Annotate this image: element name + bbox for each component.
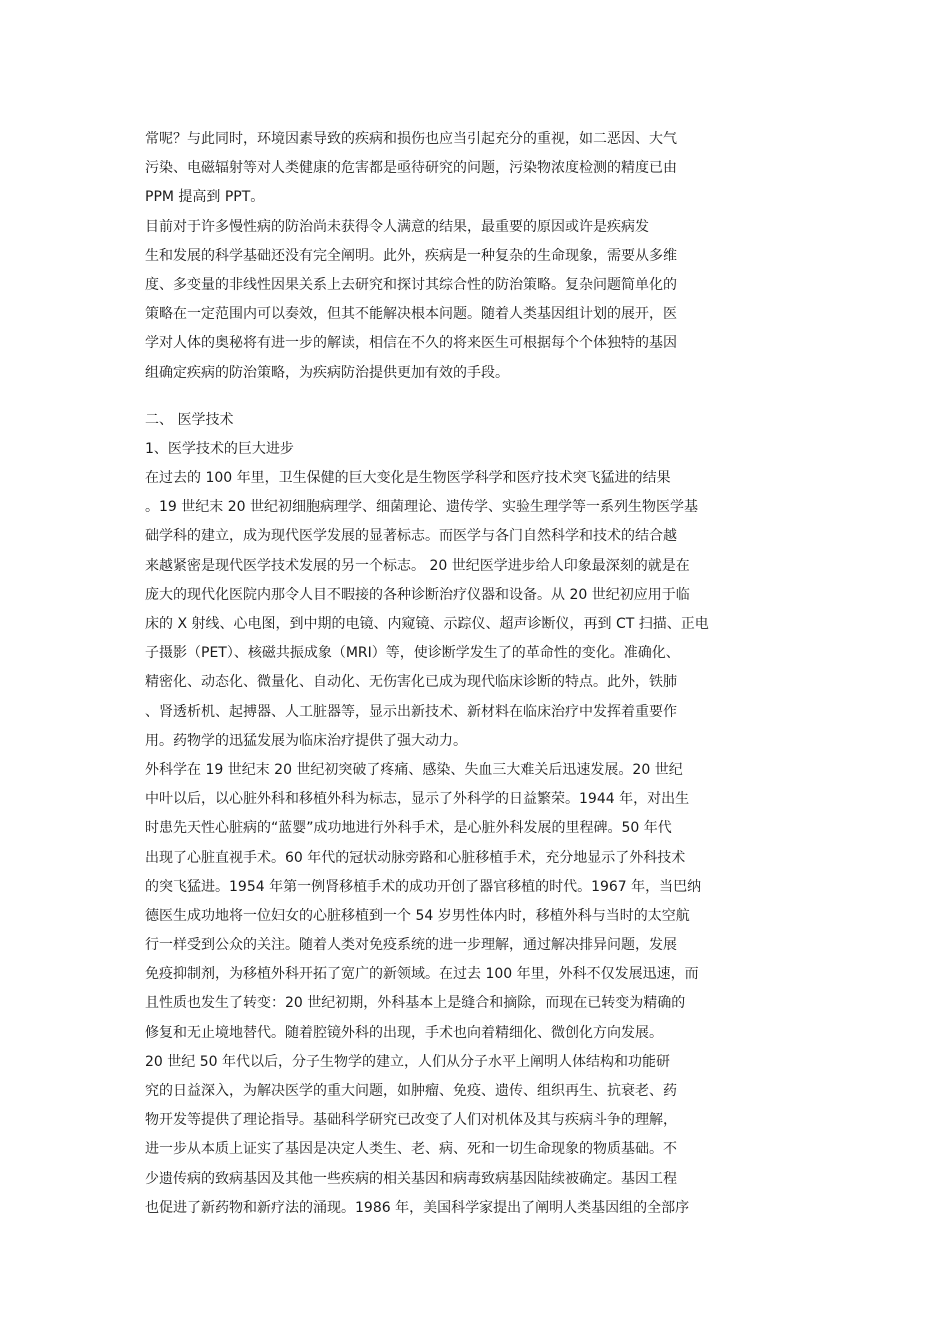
paragraph: [145, 213, 745, 388]
text-line: 德医生成功地将一位妇女的心脏移植到一个 54 岁男性体内时，移植外科与当时的太空航: [145, 907, 690, 924]
text-line: 精密化、动态化、微量化、自动化、无伤害化已成为现代临床诊断的特点。此外，铁肺: [145, 674, 677, 691]
text-line: 免疫抑制剂，为移植外科开拓了宽广的新领域。在过去 100 年里，外科不仅发展迅速，而: [145, 966, 699, 983]
paragraph: [145, 125, 745, 213]
paragraph: [145, 1048, 745, 1223]
text-line: 组确定疾病的防治策略，为疾病防治提供更加有效的手段。: [145, 364, 509, 381]
paragraph: [145, 756, 745, 1048]
text-line: 少遗传病的致病基因及其他一些疾病的相关基因和病毒致病基因陆续被确定。基因工程: [145, 1170, 677, 1187]
text-line: 来越紧密是现代医学技术发展的另一个标志。 20 世纪医学进步给人印象最深刻的就是在: [145, 557, 690, 574]
text-line: 出现了心脏直视手术。60 年代的冠状动脉旁路和心脏移植手术，充分地显示了外科技术: [145, 849, 686, 866]
document-body: [145, 125, 745, 1223]
text-line: 外科学在 19 世纪末 20 世纪初突破了疼痛、感染、失血三大难关后迅速发展。20 世纪: [145, 761, 683, 778]
text-line: 修复和无止境地替代。随着腔镜外科的出现，手术也向着精细化、微创化方向发展。: [145, 1024, 663, 1041]
text-line: 行一样受到公众的关注。随着人类对免疫系统的进一步理解，通过解决排异问题，发展: [145, 937, 677, 954]
text-line: 中叶以后，以心脏外科和移植外科为标志，显示了外科学的日益繁荣。1944 年，对出生: [145, 791, 690, 808]
text-line: 且性质也发生了转变：20 世纪初期，外科基本上是缝合和摘除，而现在已转变为精确的: [145, 995, 686, 1012]
text-line: 学对人体的奥秘将有进一步的解读，相信在不久的将来医生可根据每个个体独特的基因: [145, 335, 677, 352]
text-line: PPM 提高到 PPT。: [145, 189, 265, 206]
text-line: 污染、电磁辐射等对人类健康的危害都是亟待研究的问题，污染物浓度检测的精度已由: [145, 160, 677, 177]
text-line: 究的日益深入，为解决医学的重大问题，如肿瘤、免疫、遗传、组织再生、抗衰老、药: [145, 1083, 677, 1099]
text-line: 的突飞猛进。1954 年第一例肾移植手术的成功开创了器官移植的时代。1967 年，当巴纳: [145, 878, 702, 895]
text-line: 生和发展的科学基础还没有完全阐明。此外，疾病是一种复杂的生命现象，需要从多维: [145, 247, 677, 264]
text-line: 用。药物学的迅猛发展为临床治疗提供了强大动力。: [145, 732, 467, 749]
text-line: 物开发等提供了理论指导。基础科学研究已改变了人们对机体及其与疾病斗争的理解，: [145, 1112, 677, 1129]
subsection-heading: 1、医学技术的巨大进步: [145, 440, 294, 457]
text-line: 子摄影（PET）、核磁共振成象（MRI）等，使诊断学发生了的革命性的变化。准确化、: [145, 645, 680, 662]
text-line: 在过去的 100 年里，卫生保健的巨大变化是生物医学科学和医疗技术突飞猛进的结果: [145, 470, 671, 487]
text-line: 。19 世纪末 20 世纪初细胞病理学、细菌理论、遗传学、实验生理学等一系列生物医学基: [145, 499, 698, 516]
paragraph-spacer: [145, 388, 745, 406]
text-line: 庞大的现代化医院内那令人目不暇接的各种诊断治疗仪器和设备。从 20 世纪初应用于临: [145, 586, 690, 603]
text-line: 时患先天性心脏病的“蓝婴”成功地进行外科手术，是心脏外科发展的里程碑。50 年代: [145, 820, 672, 837]
text-line: 床的 X 射线、心电图，到中期的电镜、内窥镜、示踪仪、超声诊断仪，再到 CT 扫描、正电: [145, 616, 709, 632]
text-line: 20 世纪 50 年代以后，分子生物学的建立，人们从分子水平上阐明人体结构和功能研: [145, 1053, 670, 1070]
text-line: 常呢？与此同时，环境因素导致的疾病和损伤也应当引起充分的重视，如二恶因、大气: [145, 131, 677, 147]
text-line: 策略在一定范围内可以奏效，但其不能解决根本问题。随着人类基因组计划的展开，医: [145, 306, 677, 323]
text-line: 进一步从本质上证实了基因是决定人类生、老、病、死和一切生命现象的物质基础。不: [145, 1141, 677, 1158]
text-line: 目前对于许多慢性病的防治尚未获得令人满意的结果，最重要的原因或许是疾病发: [145, 218, 649, 235]
text-line: 也促进了新药物和新疗法的涌现。1986 年，美国科学家提出了阐明人类基因组的全部序: [145, 1199, 690, 1216]
section-heading: 二、 医学技术: [145, 411, 234, 428]
text-line: 础学科的建立，成为现代医学发展的显著标志。而医学与各门自然科学和技术的结合越: [145, 528, 677, 545]
text-line: 、肾透析机、起搏器、人工脏器等，显示出新技术、新材料在临床治疗中发挥着重要作: [145, 703, 677, 720]
paragraph: [145, 464, 745, 756]
text-line: 度、多变量的非线性因果关系上去研究和探讨其综合性的防治策略。复杂问题简单化的: [145, 276, 677, 293]
